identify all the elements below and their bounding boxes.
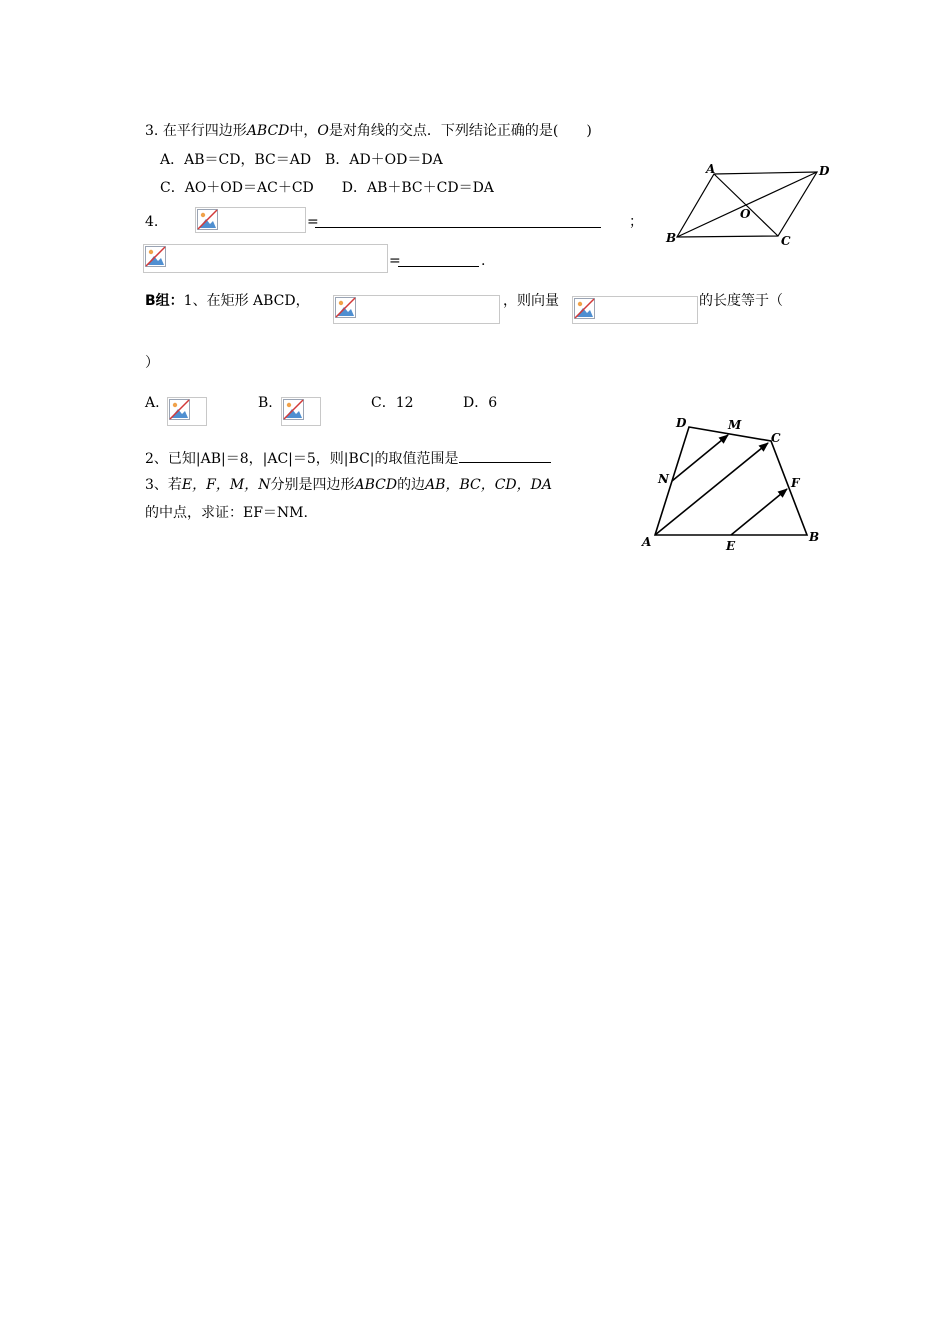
q4-number: 4. (145, 214, 159, 230)
groupB-q1-image-1 (333, 295, 500, 324)
label-E: E (726, 539, 736, 553)
groupB-q1-close: ） (145, 355, 159, 371)
label-O: O (740, 207, 751, 221)
groupB-q1-post: 的长度等于（ (699, 293, 783, 309)
groupB-q1-image-2 (572, 296, 698, 324)
groupB-q1-mid: ，则向量 (503, 293, 559, 309)
q4-answer-blank-1 (315, 213, 601, 228)
groupB-opt-a: A. (145, 395, 160, 411)
groupB-q3-line2: 的中点，求证：EF＝NM. (145, 505, 308, 521)
label-C: C (771, 431, 781, 445)
q4-equals-1: = (307, 214, 319, 230)
label-A: A (642, 535, 652, 549)
label-B: B (666, 231, 677, 245)
groupB-q3: 3、若E，F，M，N分别是四边形ABCD的边AB，BC，CD，DA (145, 477, 552, 493)
label-D: D (676, 416, 687, 430)
broken-image-icon (574, 298, 596, 320)
q3-options-1: A．AB＝CD，BC＝AD B．AD＋OD＝DA (160, 152, 443, 168)
label-D: D (819, 164, 830, 178)
groupB-q2-blank (459, 448, 551, 463)
q4-period: . (481, 253, 486, 269)
label-B: B (809, 530, 820, 544)
broken-image-icon (145, 246, 167, 268)
groupB-opt-a-image (167, 397, 207, 426)
quadrilateral-figure (630, 405, 835, 555)
groupB-opt-d: D．6 (463, 395, 498, 411)
label-A: A (706, 162, 716, 176)
q4-answer-blank-2 (398, 252, 479, 267)
broken-image-icon (283, 399, 305, 421)
q4-expr-image-1 (195, 207, 306, 233)
q4-expr-image-2 (143, 244, 388, 273)
groupB-opt-c: C．12 (371, 395, 414, 411)
q4-equals-2: = (389, 253, 401, 269)
broken-image-icon (169, 399, 191, 421)
label-N: N (658, 472, 669, 486)
groupB-q2: 2、已知|AB|＝8，|AC|＝5，则|BC|的取值范围是 (145, 448, 551, 468)
groupB-q1: B组：1、在矩形 ABCD， (145, 293, 310, 309)
groupB-opt-b-image (281, 397, 321, 426)
groupB-opt-b: B. (258, 395, 273, 411)
q3-options-2: C．AO＋OD＝AC＋CD D．AB＋BC＋CD＝DA (160, 180, 494, 196)
q3-stem: 3. 在平行四边形ABCD中，O是对角线的交点．下列结论正确的是( ) (145, 123, 592, 139)
groupB-label: B组： (145, 293, 184, 309)
label-F: F (791, 476, 800, 490)
broken-image-icon (335, 297, 357, 319)
parallelogram-figure (660, 160, 835, 250)
q4-semicolon: ； (629, 214, 643, 230)
label-C: C (781, 234, 791, 248)
label-M: M (728, 418, 742, 432)
broken-image-icon (197, 209, 219, 231)
